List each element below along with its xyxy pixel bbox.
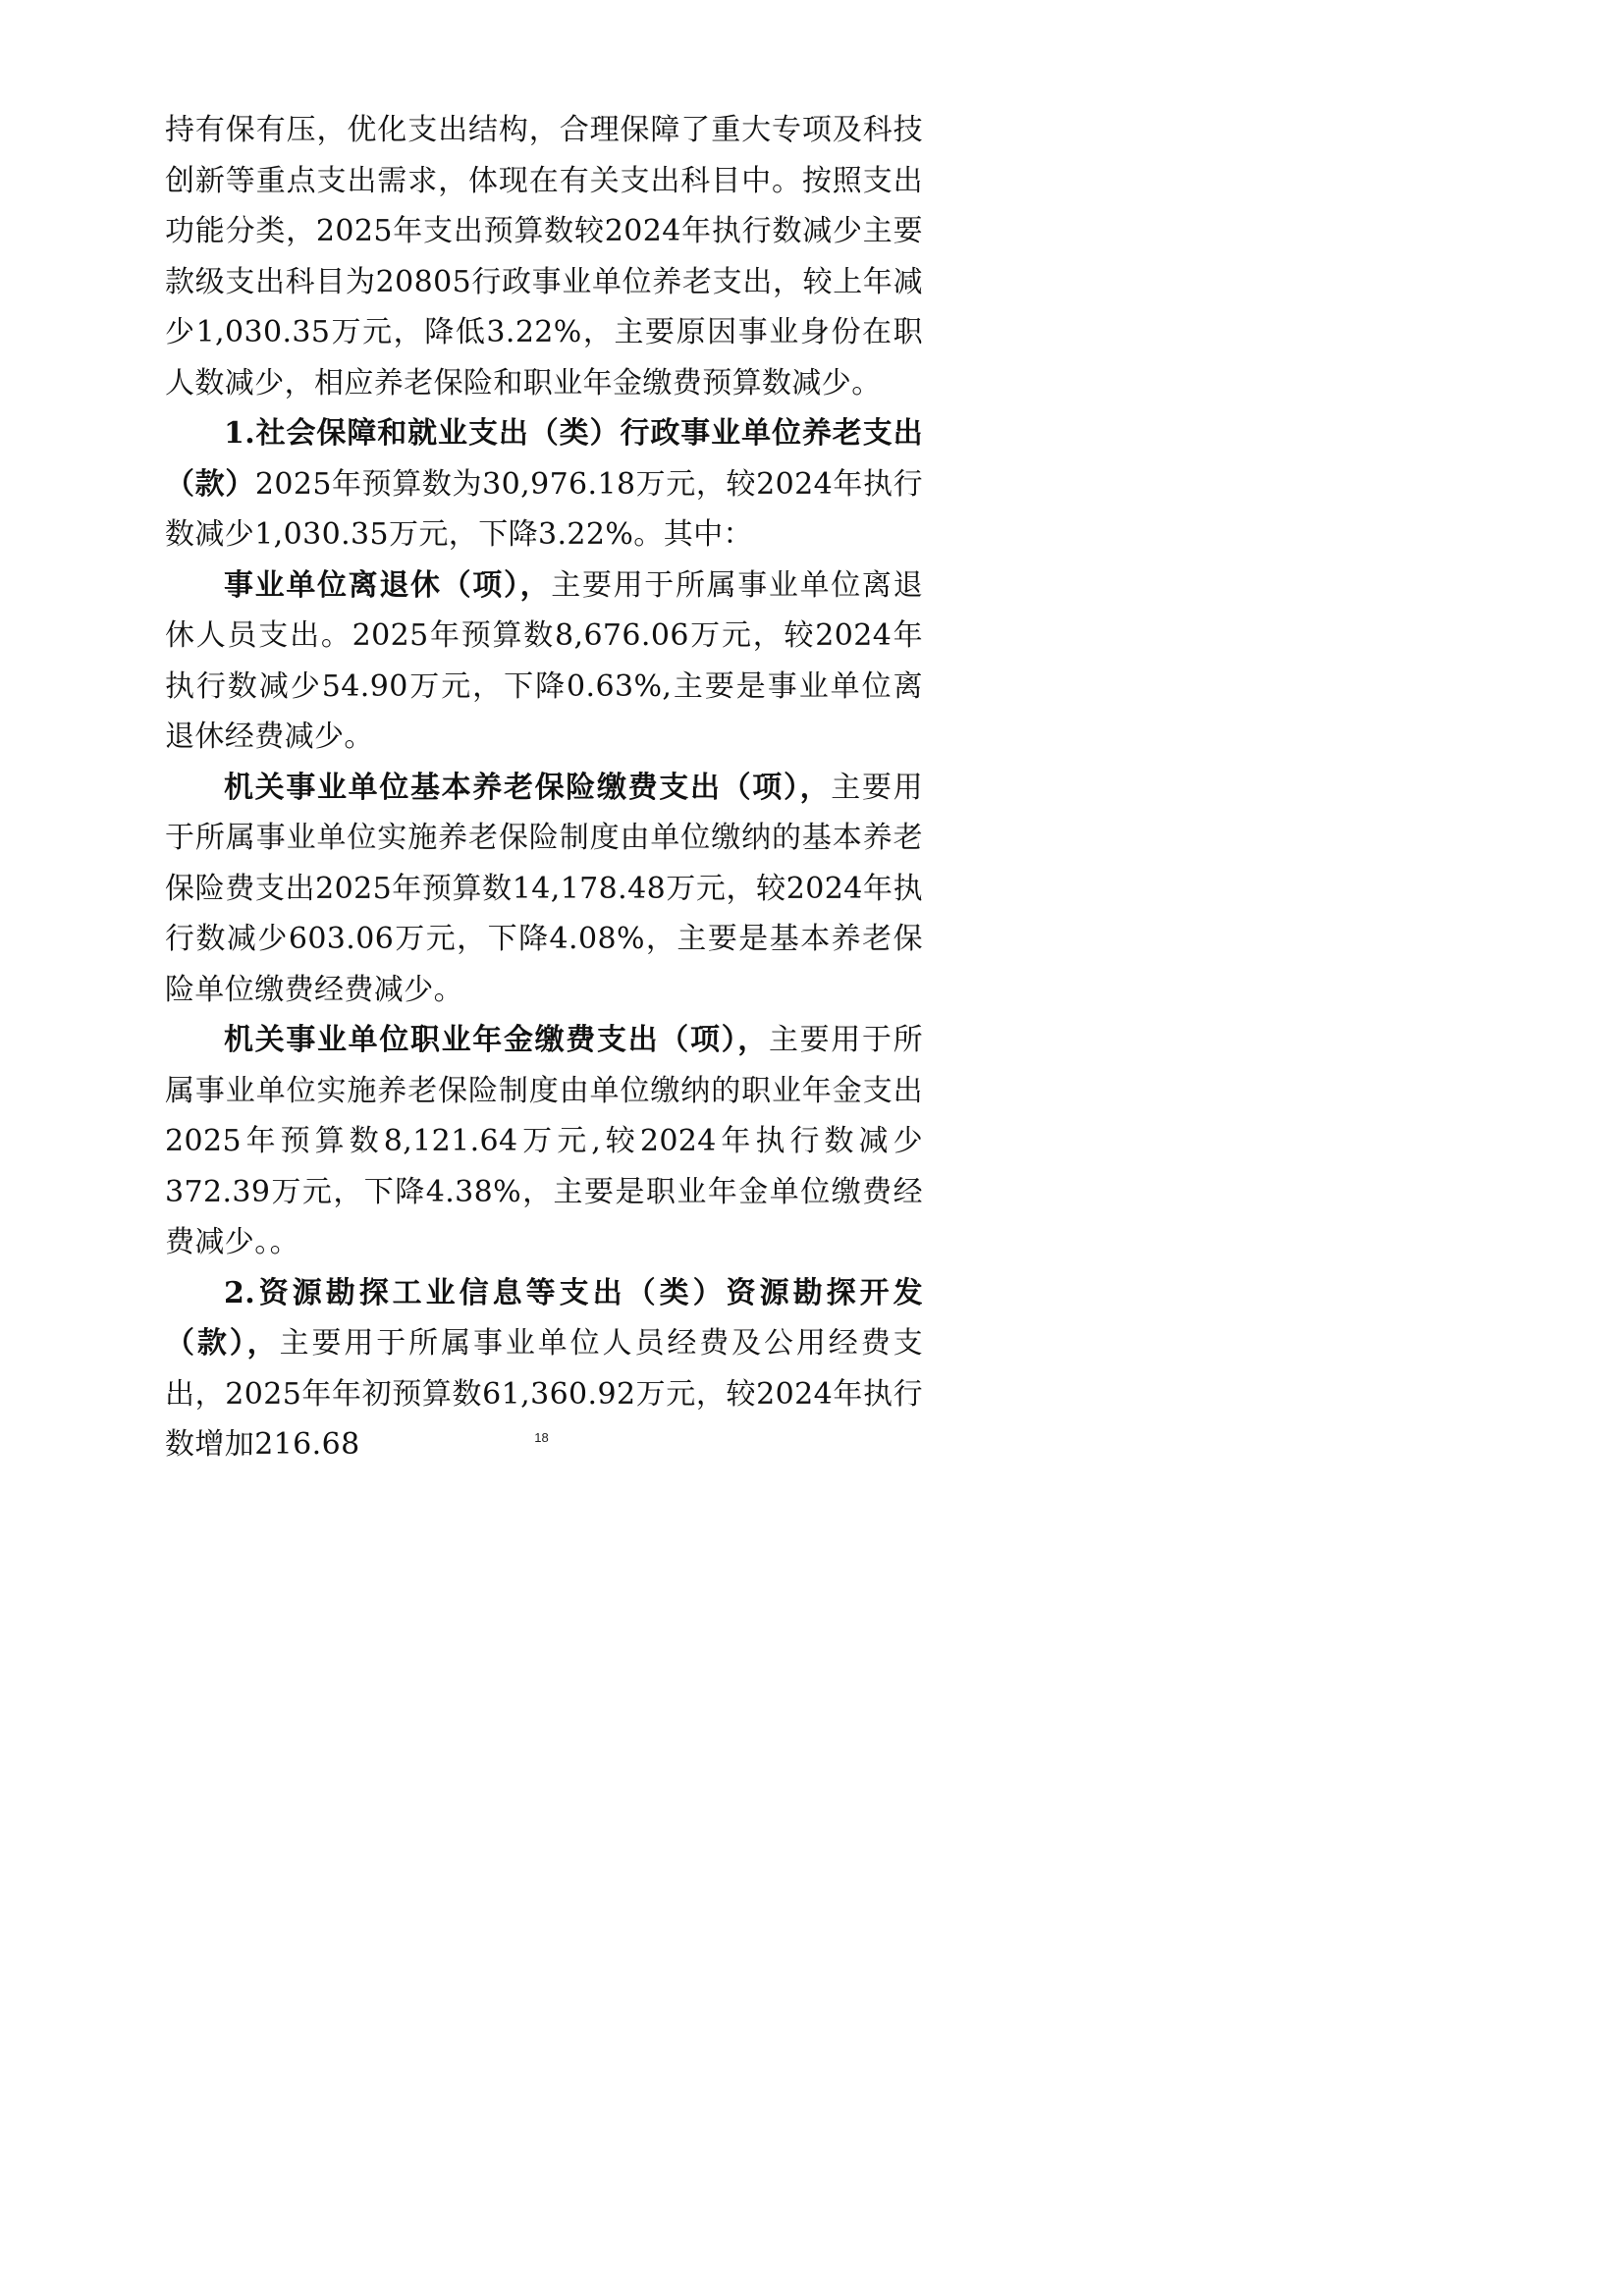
paragraph-5 (165, 1015, 923, 1268)
paragraph-3-heading: 事业单位离退休（项）， (224, 567, 552, 603)
paragraph-1-text: 持有保有压，优化支出结构，合理保障了重大专项及科技创新等重点支出需求，体现在有关支出科目中。按照支出功能分类，2025年支出预算数较2024年执行数减少主要款级支出科目为20805行政事业单位养老支出，较上年减少1,030.35万元，降低3.22%，主要原因事业身份在职人数减少，相应养老保险和职业年金缴费预算数减少。 (165, 113, 923, 400)
paragraph-3 (165, 561, 923, 763)
paragraph-5-text: 主要用于所属事业单位实施养老保险制度由单位缴纳的职业年金支出2025年预算数8,121.64万元,较2024年执行数减少372.39万元，下降4.38%，主要是职业年金单位缴费经费减少。。 (165, 1023, 924, 1259)
paragraph-2-heading: 1.社会保障和就业支出（类）行政事业单位养老支出（款） (165, 416, 923, 502)
paragraph-2-text: 2025年预算数为30,976.18万元，较2024年执行数减少1,030.35万元，下降3.22%。其中： (165, 466, 923, 552)
document-body (165, 105, 923, 1470)
paragraph-2 (165, 408, 923, 561)
paragraph-4 (165, 763, 923, 1016)
document-page (0, 0, 1083, 1531)
paragraph-6-text: 主要用于所属事业单位人员经费及公用经费支出，2025年年初预算数61,360.92万元，较2024年执行数增加216.68 (165, 1326, 924, 1462)
paragraph-5-heading: 机关事业单位职业年金缴费支出（项）， (224, 1023, 769, 1057)
paragraph-3-text: 主要用于所属事业单位离退休人员支出。2025年预算数8,676.06万元，较2024年执行数减少54.90万元，下降0.63%,主要是事业单位离退休经费减少。 (165, 567, 923, 754)
paragraph-4-heading: 机关事业单位基本养老保险缴费支出（项）， (224, 770, 832, 805)
page-number: 18 (534, 1430, 549, 1445)
paragraph-1 (165, 105, 923, 408)
paragraph-4-text: 主要用于所属事业单位实施养老保险制度由单位缴纳的基本养老保险费支出2025年预算数14,178.48万元，较2024年执行数减少603.06万元，下降4.08%，主要是基本养老保险单位缴费经费减少。 (165, 770, 924, 1007)
paragraph-6-heading: 2.资源勘探工业信息等支出（类）资源勘探开发（款）， (165, 1275, 923, 1361)
